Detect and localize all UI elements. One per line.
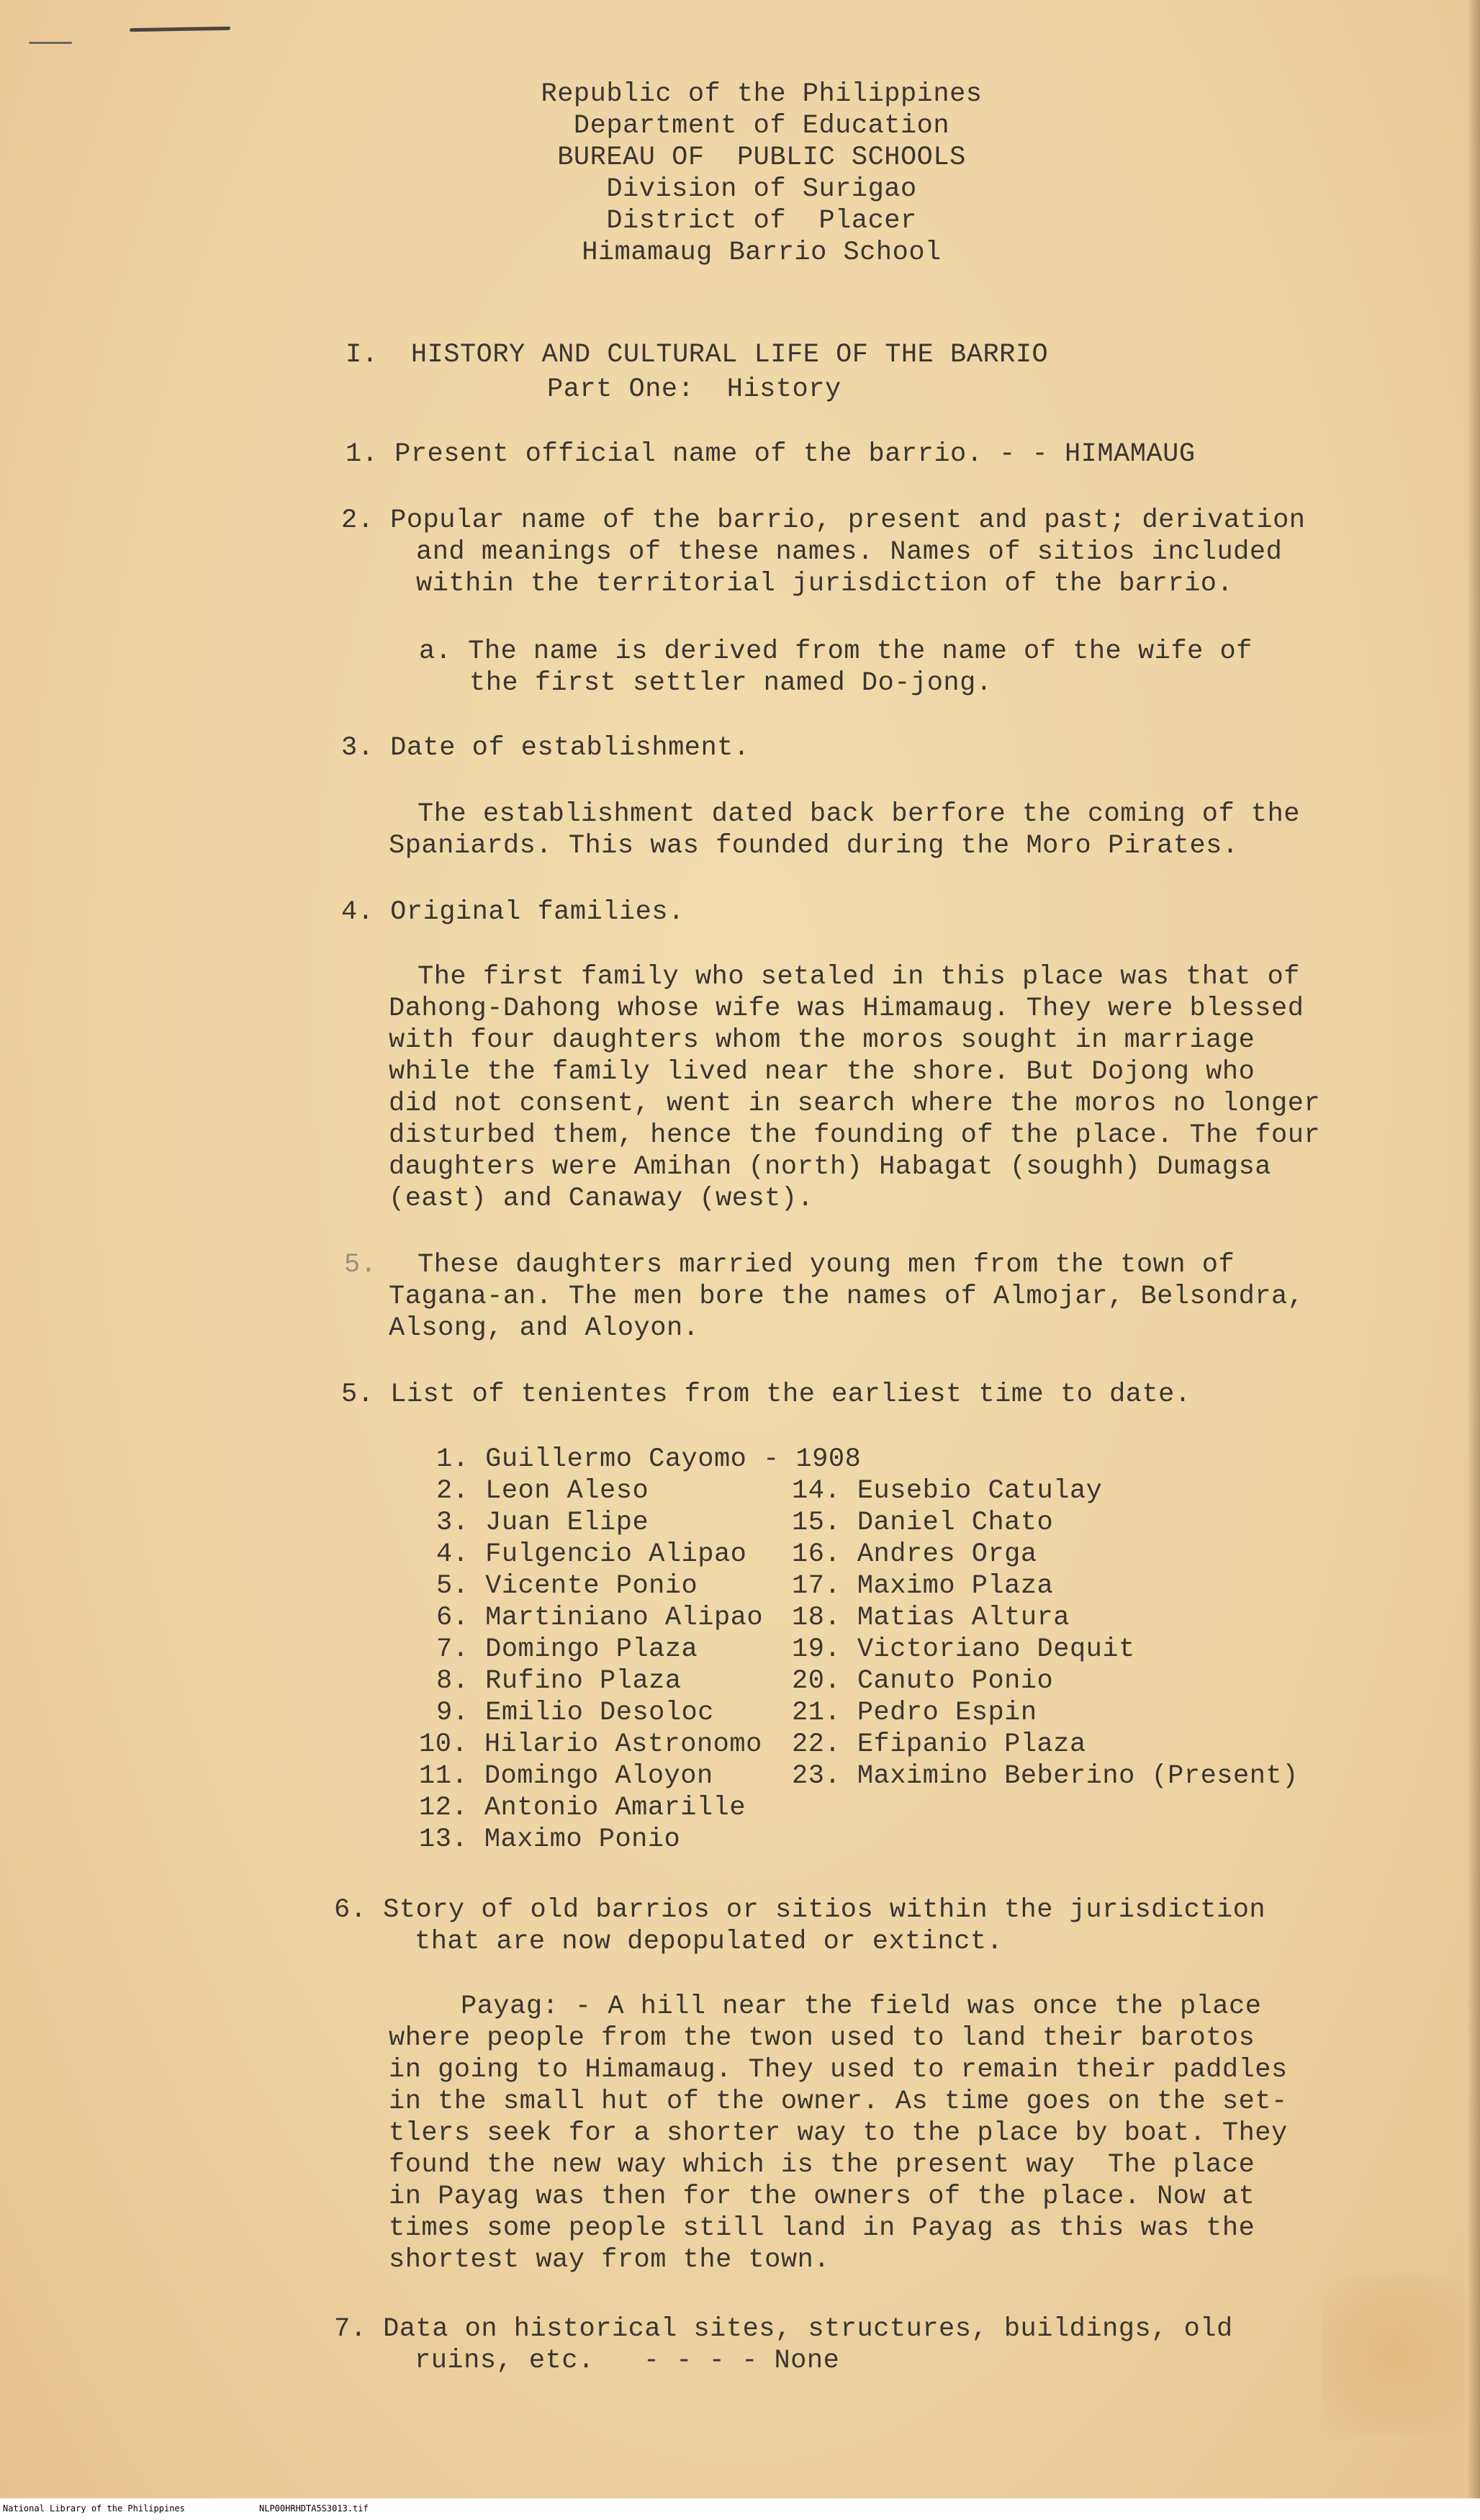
footer-library-name: National Library of the Philippines [3, 2503, 185, 2514]
answer-6-line-1: Payag: - A hill near the field was once the place [461, 1992, 1262, 2022]
answer-4-cont-line-2: Tagana-an. The men bore the names of Almojar, Belsondra, [389, 1282, 1304, 1312]
question-5: 5. List of tenientes from the earliest time to date. [341, 1380, 1191, 1410]
teniente-9: 9. Emilio Desoloc [436, 1698, 714, 1728]
answer-6-line-9: shortest way from the town. [389, 2245, 830, 2275]
teniente-20: 20. Canuto Ponio [792, 1666, 1054, 1696]
header-line-department: Department of Education [573, 111, 950, 141]
answer-4-line-4: while the family lived near the shore. But Dojong who [389, 1057, 1255, 1087]
question-4: 4. Original families. [341, 897, 685, 927]
answer-2a-line-1: a. The name is derived from the name of the wife of [419, 636, 1253, 667]
ink-mark-small [29, 42, 72, 44]
answer-4-line-3: with four daughters whom the moros sought in marriage [389, 1025, 1255, 1056]
teniente-12: 12. Antonio Amarille [419, 1793, 746, 1823]
question-2-line-3: within the territorial jurisdiction of the barrio. [416, 569, 1234, 599]
header-line-bureau: BUREAU OF PUBLIC SCHOOLS [557, 143, 966, 173]
teniente-14: 14. Eusebio Catulay [792, 1476, 1103, 1506]
question-1: 1. Present official name of the barrio. - - HIMAMAUG [346, 439, 1196, 469]
answer-6-line-2: where people from the twon used to land their barotos [389, 2023, 1255, 2053]
page-edge-shadow [1467, 0, 1480, 2498]
header-line-republic: Republic of the Philippines [541, 79, 983, 109]
answer-6-line-5: tlers seek for a shorter way to the place by boat. They [389, 2118, 1288, 2148]
answer-4-line-8: (east) and Canaway (west). [389, 1184, 814, 1214]
header-line-school: Himamaug Barrio School [582, 238, 942, 268]
section-title: I. HISTORY AND CULTURAL LIFE OF THE BARRIO [346, 340, 1049, 370]
question-6-line-1: 6. Story of old barrios or sitios within the jurisdiction [334, 1895, 1266, 1925]
answer-4-line-5: did not consent, went in search where the moros no longer [389, 1089, 1321, 1119]
teniente-22: 22. Efipanio Plaza [792, 1729, 1086, 1760]
answer-2a-line-2: the first settler named Do-jong. [469, 668, 993, 698]
answer-4-line-7: daughters were Amihan (north) Habagat (soughh) Dumagsa [389, 1152, 1271, 1182]
answer-3-line-2: Spaniards. This was founded during the Moro Pirates. [389, 831, 1239, 861]
teniente-15: 15. Daniel Chato [792, 1508, 1054, 1538]
question-3: 3. Date of establishment. [341, 733, 750, 763]
answer-6-line-8: times some people still land in Payag as this was the [389, 2213, 1255, 2244]
question-7-line-1: 7. Data on historical sites, structures, buildings, old [334, 2314, 1233, 2344]
answer-6-line-3: in going to Himamaug. They used to remain their paddles [389, 2055, 1288, 2085]
question-2-line-1: 2. Popular name of the barrio, present and past; derivation [341, 505, 1306, 536]
teniente-11: 11. Domingo Aloyon [419, 1761, 713, 1791]
header-line-district: District of Placer [606, 206, 917, 236]
answer-6-line-4: in the small hut of the owner. As time goes on the set- [389, 2087, 1288, 2117]
teniente-13: 13. Maximo Ponio [419, 1824, 681, 1855]
teniente-4: 4. Fulgencio Alipao [436, 1539, 747, 1570]
question-6-line-2: that are now depopulated or extinct. [415, 1927, 1003, 1957]
header-line-division: Division of Surigao [606, 174, 917, 204]
teniente-23: 23. Maximino Beberino (Present) [792, 1761, 1299, 1791]
teniente-10: 10. Hilario Astronomo [419, 1729, 762, 1760]
answer-4-line-6: disturbed them, hence the founding of the place. The four [389, 1120, 1321, 1151]
answer-4-line-2: Dahong-Dahong whose wife was Himamaug. They were blessed [389, 994, 1304, 1024]
footer-file-id: NLP00HRHDTA5S3013.tif [259, 2503, 369, 2514]
continuation-marker: 5. [344, 1250, 377, 1280]
answer-6-line-7: in Payag was then for the owners of the place. Now at [389, 2182, 1255, 2212]
answer-4-cont-line-1: These daughters married young men from the town of [418, 1250, 1235, 1280]
answer-4-line-1: The first family who setaled in this place was that of [418, 962, 1300, 992]
question-2-line-2: and meanings of these names. Names of sitios included [416, 537, 1283, 567]
teniente-21: 21. Pedro Espin [792, 1698, 1037, 1728]
teniente-16: 16. Andres Orga [792, 1539, 1037, 1570]
paper-stain [1322, 2275, 1466, 2434]
teniente-19: 19. Victoriano Dequit [792, 1634, 1135, 1665]
teniente-18: 18. Matias Altura [792, 1603, 1070, 1633]
answer-6-line-6: found the new way which is the present way The place [389, 2150, 1255, 2180]
answer-4-cont-line-3: Alsong, and Aloyon. [389, 1313, 700, 1344]
teniente-5: 5. Vicente Ponio [436, 1571, 698, 1601]
teniente-7: 7. Domingo Plaza [436, 1634, 698, 1665]
teniente-3: 3. Juan Elipe [436, 1508, 649, 1538]
teniente-1: 1. Guillermo Cayomo - 1908 [436, 1444, 862, 1475]
teniente-8: 8. Rufino Plaza [436, 1666, 682, 1696]
answer-3-line-1: The establishment dated back berfore the coming of the [418, 799, 1300, 829]
question-7-line-2: ruins, etc. - - - - None [415, 2346, 840, 2376]
section-subtitle: Part One: History [547, 374, 841, 405]
scan-footer [0, 2498, 1480, 2520]
teniente-6: 6. Martiniano Alipao [436, 1603, 764, 1633]
teniente-2: 2. Leon Aleso [436, 1476, 649, 1506]
teniente-17: 17. Maximo Plaza [792, 1571, 1054, 1601]
